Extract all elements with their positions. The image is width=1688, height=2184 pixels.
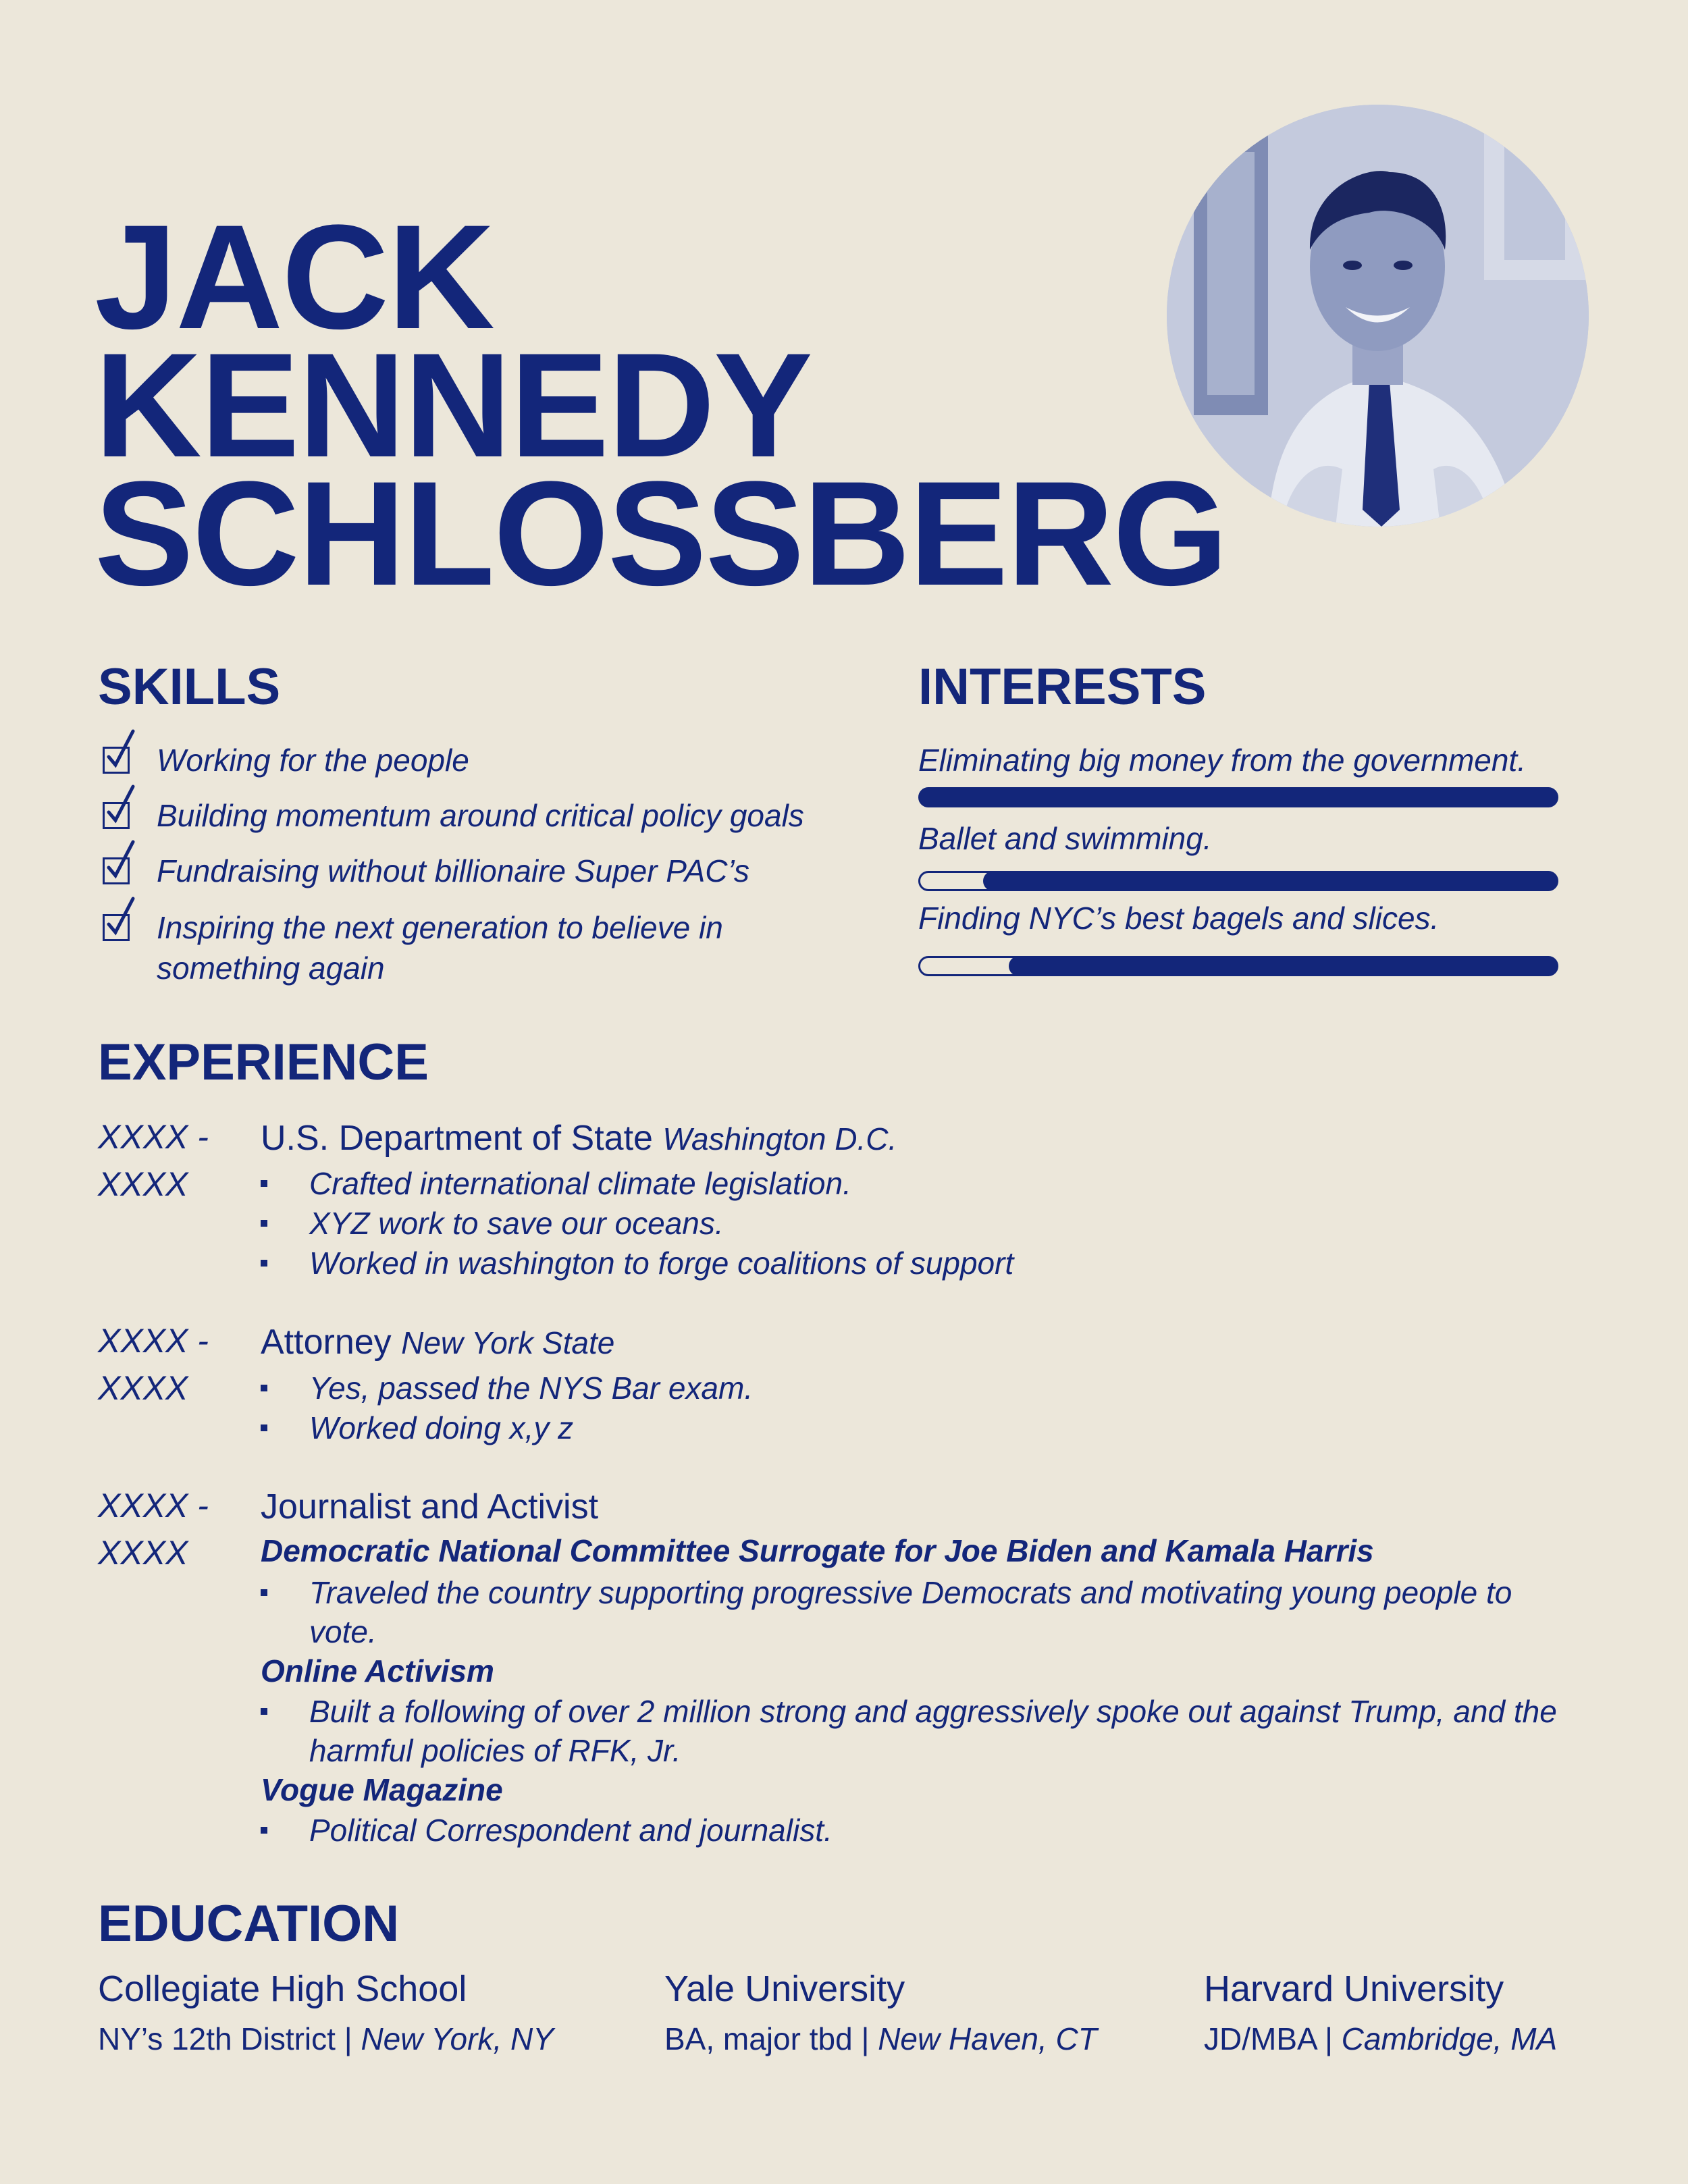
- bullet-icon: [261, 1827, 267, 1834]
- bullet-icon: [261, 1589, 267, 1596]
- school-detail: [664, 2019, 1097, 2059]
- bullet-icon: [261, 1424, 267, 1431]
- school-degree: JD/MBA: [1204, 2021, 1317, 2056]
- job-suborg: Vogue Magazine: [261, 1772, 503, 1807]
- checkbox-checked-icon: [103, 747, 130, 774]
- job-date-end: XXXX: [98, 1534, 188, 1572]
- name-last: SCHLOSSBERG: [95, 450, 1228, 616]
- profile-photo: [1167, 105, 1589, 527]
- skill-text: Inspiring the next generation to believe in something again: [157, 910, 723, 986]
- portrait-illustration: [1167, 105, 1589, 527]
- interest-label: Ballet and swimming.: [918, 821, 1212, 856]
- job-location: Washington D.C.: [662, 1121, 897, 1156]
- bullet-text: Yes, passed the NYS Bar exam.: [309, 1370, 754, 1406]
- skill-text: Fundraising without billionaire Super PAC’s: [157, 853, 749, 888]
- experience-heading: EXPERIENCE: [98, 1034, 429, 1091]
- school-name: Harvard University: [1204, 1969, 1504, 2009]
- interest-level-fill: [983, 871, 1557, 891]
- school-detail: [98, 2019, 554, 2059]
- job-date-end: XXXX: [98, 1165, 188, 1203]
- job-title: [261, 1487, 598, 1527]
- name-first: JACK: [95, 194, 494, 360]
- school-name: Yale University: [664, 1969, 905, 2009]
- checkbox-checked-icon: [103, 802, 130, 829]
- job-title: [261, 1118, 897, 1159]
- education-heading: EDUCATION: [98, 1895, 400, 1952]
- bullet-text: Crafted international climate legislation.: [309, 1166, 851, 1201]
- job-date-start: XXXX -: [98, 1118, 209, 1156]
- interest-level-fill: [920, 787, 1557, 807]
- interest-level-bar: [918, 787, 1558, 807]
- name-middle: KENNEDY: [95, 322, 812, 488]
- bullet-icon: [261, 1220, 267, 1227]
- skill-text: Building momentum around critical policy goals: [157, 798, 804, 833]
- checkbox-checked-icon: [103, 914, 130, 941]
- bullet-icon: [261, 1180, 267, 1187]
- interest-label: Finding NYC’s best bagels and slices.: [918, 901, 1440, 936]
- job-title: [261, 1322, 614, 1363]
- bullet-text: Political Correspondent and journalist.: [309, 1813, 833, 1848]
- school-detail: [1204, 2019, 1557, 2059]
- separator: |: [1324, 2021, 1333, 2056]
- bullet-text: XYZ work to save our oceans.: [309, 1206, 724, 1241]
- bullet-text: Worked in washington to forge coalitions of support: [309, 1246, 1014, 1281]
- bullet-text: Worked doing x,y z: [309, 1410, 574, 1445]
- bullet-text: Built a following of over 2 million strong and aggressively spoke out against Trump, and the harmful policies of RFK, Jr.: [309, 1694, 1557, 1768]
- job-organization: Attorney: [261, 1323, 392, 1362]
- school-location: New Haven, CT: [878, 2021, 1097, 2056]
- bullet-icon: [261, 1385, 267, 1391]
- bullet-text: Traveled the country supporting progressive Democrats and motivating young people to vote.: [309, 1575, 1512, 1649]
- interests-heading: INTERESTS: [918, 658, 1207, 716]
- bullet-icon: [261, 1260, 267, 1267]
- school-degree: NY’s 12th District: [98, 2021, 336, 2056]
- job-date-start: XXXX -: [98, 1322, 209, 1360]
- skill-text: Working for the people: [157, 743, 469, 778]
- interest-level-fill: [1009, 956, 1557, 976]
- interest-label: Eliminating big money from the government.: [918, 743, 1526, 778]
- checkbox-checked-icon: [103, 857, 130, 884]
- job-date-start: XXXX -: [98, 1487, 209, 1524]
- bullet-icon: [261, 1708, 267, 1715]
- school-degree: BA, major tbd: [664, 2021, 853, 2056]
- job-organization: Journalist and Activist: [261, 1487, 599, 1526]
- job-organization: U.S. Department of State: [261, 1119, 653, 1158]
- job-location: New York State: [401, 1325, 615, 1360]
- job-date-end: XXXX: [98, 1369, 188, 1407]
- separator: |: [344, 2021, 352, 2056]
- interest-level-bar: [918, 871, 1558, 891]
- school-name: Collegiate High School: [98, 1969, 467, 2009]
- school-location: Cambridge, MA: [1341, 2021, 1558, 2056]
- job-suborg: Democratic National Committee Surrogate for Joe Biden and Kamala Harris: [261, 1533, 1374, 1568]
- job-suborg: Online Activism: [261, 1653, 494, 1688]
- separator: |: [861, 2021, 870, 2056]
- interest-level-bar: [918, 956, 1558, 976]
- skills-heading: SKILLS: [98, 658, 281, 716]
- school-location: New York, NY: [361, 2021, 554, 2056]
